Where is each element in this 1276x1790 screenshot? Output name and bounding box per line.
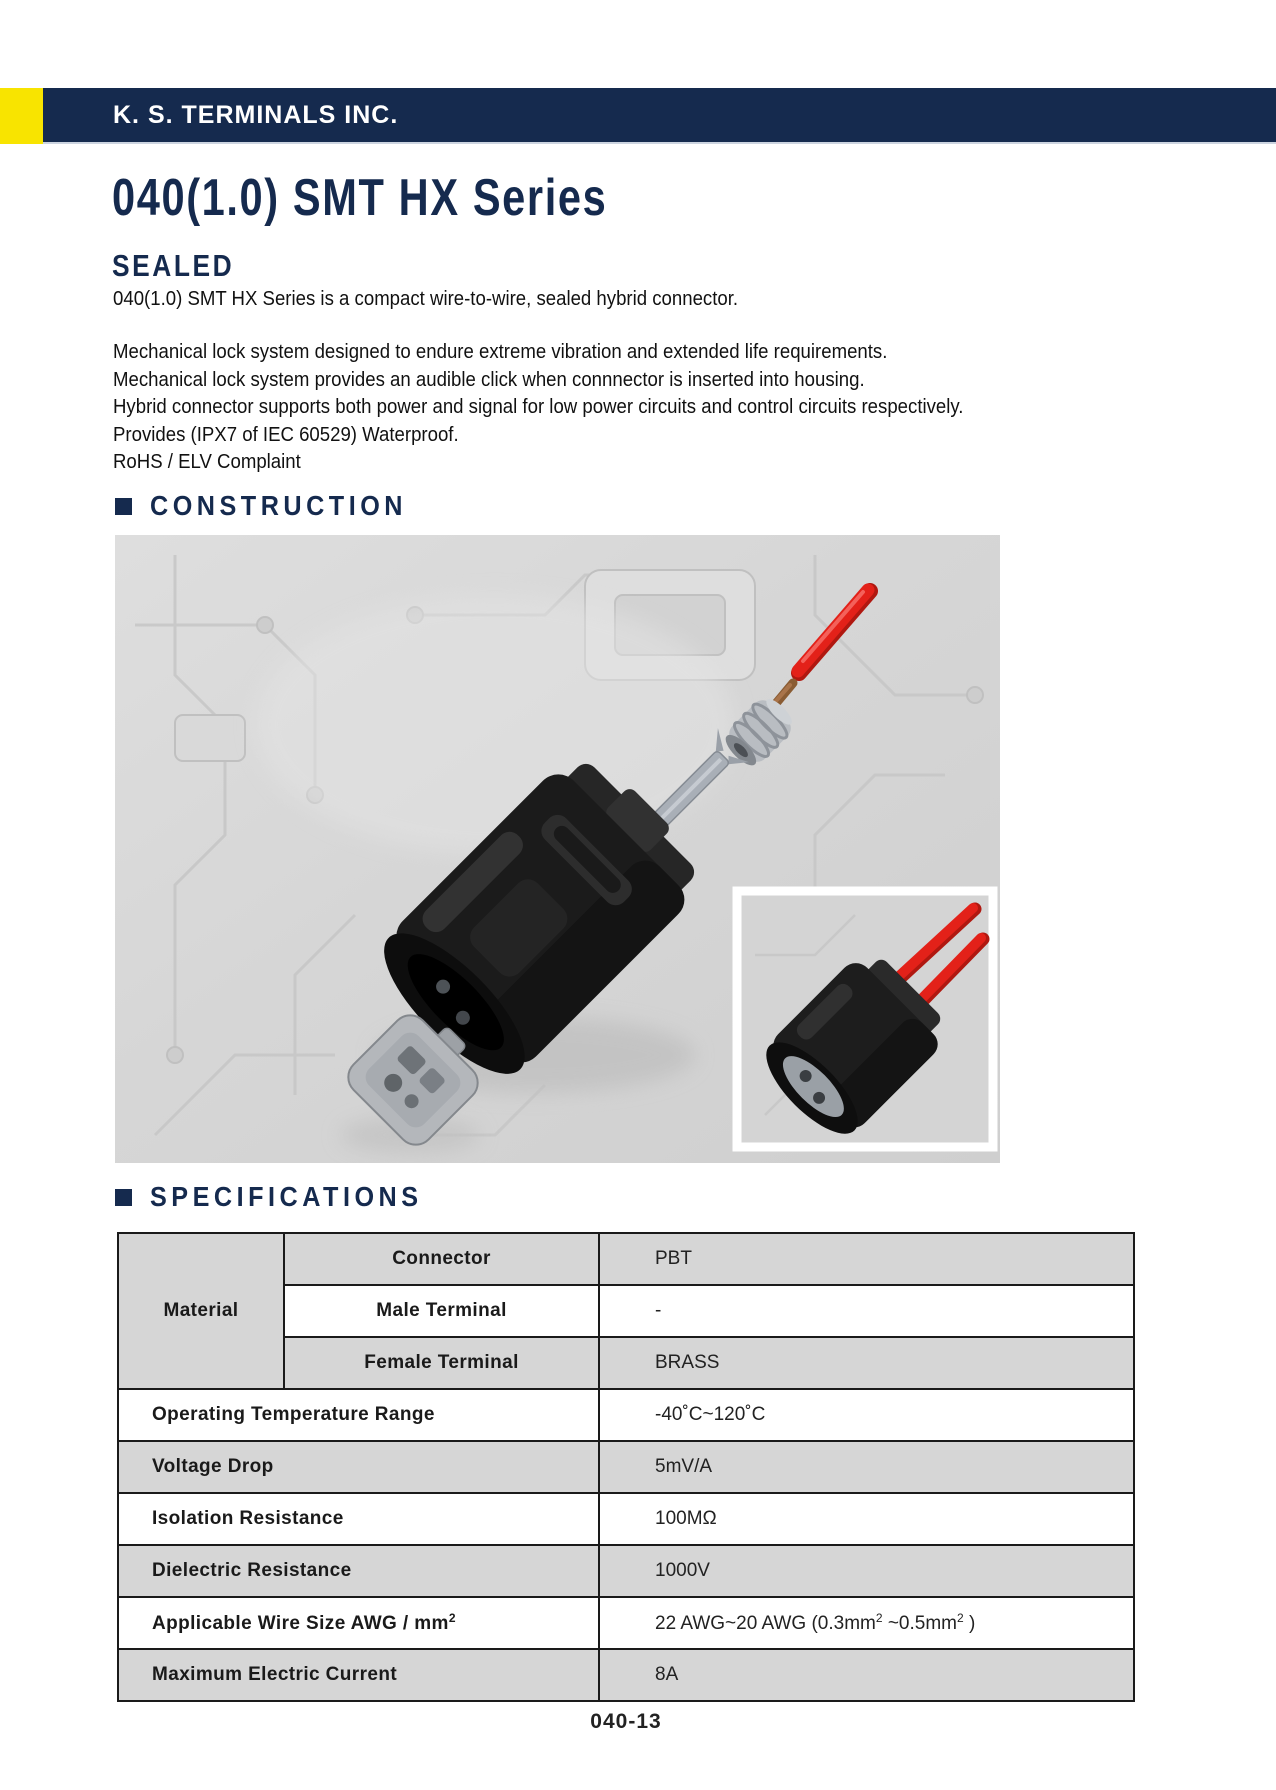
construction-exploded-view — [115, 535, 1000, 1163]
wire-size-value-sup: 2 — [875, 1611, 883, 1625]
table-row — [118, 1233, 1134, 1285]
wire-size-label-text: Applicable Wire Size AWG / mm — [152, 1613, 449, 1634]
wire-size-label-sup: 2 — [448, 1611, 456, 1625]
voltage-drop-label-cell: Voltage Drop — [118, 1441, 599, 1493]
wire-size-value-cell — [599, 1597, 1134, 1649]
dielectric-resistance-label-cell: Dielectric Resistance — [118, 1545, 599, 1597]
connector-value-cell: PBT — [599, 1233, 1134, 1285]
specifications-section-header — [115, 1181, 453, 1213]
table-row — [118, 1441, 1134, 1493]
operating-temperature-value-cell: -40˚C~120˚C — [599, 1389, 1134, 1441]
company-header-bar — [43, 88, 1276, 144]
table-row — [118, 1649, 1134, 1701]
feature-list — [113, 339, 963, 477]
table-row — [118, 1597, 1134, 1649]
table-row — [118, 1493, 1134, 1545]
section-bullet-square — [115, 498, 132, 515]
table-row — [118, 1545, 1134, 1597]
operating-temperature-label-cell: Operating Temperature Range — [118, 1389, 599, 1441]
table-row — [118, 1389, 1134, 1441]
section-bullet-square — [115, 1189, 132, 1206]
dielectric-resistance-value-cell: 1000V — [599, 1545, 1134, 1597]
material-label-cell: Material — [118, 1233, 284, 1389]
company-name: K. S. TERMINALS INC. — [113, 100, 399, 129]
yellow-accent-block — [0, 88, 43, 144]
isolation-resistance-label-cell: Isolation Resistance — [118, 1493, 599, 1545]
product-intro-text: 040(1.0) SMT HX Series is a compact wire-to-wire, sealed hybrid connector. — [113, 288, 739, 310]
max-current-value-cell: 8A — [599, 1649, 1134, 1701]
wire-size-value-sup: 2 — [957, 1611, 964, 1625]
feature-line: Hybrid connector supports both power and signal for low power circuits and control circuits respectively. — [113, 396, 964, 418]
feature-line: Mechanical lock system designed to endure extreme vibration and extended life requirements. — [113, 341, 888, 363]
sealed-subtitle: SEALED — [112, 248, 235, 283]
max-current-label-cell: Maximum Electric Current — [118, 1649, 599, 1701]
connector-label-cell: Connector — [284, 1233, 599, 1285]
wire-size-value-text: ) — [963, 1613, 976, 1634]
page-number: 040-13 — [590, 1710, 662, 1733]
construction-section-label: CONSTRUCTION — [150, 490, 407, 521]
isolation-resistance-value-cell: 100MΩ — [599, 1493, 1134, 1545]
wire-size-value-text: ~0.5mm — [882, 1613, 957, 1634]
voltage-drop-value-cell: 5mV/A — [599, 1441, 1134, 1493]
feature-line: Provides (IPX7 of IEC 60529) Waterproof. — [113, 423, 459, 446]
female-terminal-value-cell: BRASS — [599, 1337, 1134, 1389]
wire-size-label-cell — [118, 1597, 599, 1649]
product-series-title: 040(1.0) SMT HX Series — [112, 169, 608, 227]
female-terminal-label-cell: Female Terminal — [284, 1337, 599, 1389]
specifications-section-label: SPECIFICATIONS — [150, 1181, 423, 1212]
specifications-table — [117, 1232, 1135, 1702]
male-terminal-label-cell: Male Terminal — [284, 1285, 599, 1337]
wire-size-value-text: 22 AWG~20 AWG (0.3mm — [655, 1613, 876, 1634]
construction-figure — [115, 535, 1000, 1163]
feature-line: Mechanical lock system provides an audible click when connnector is inserted into housing. — [113, 368, 865, 391]
construction-section-header — [115, 490, 436, 522]
assembled-view-inset — [737, 891, 993, 1149]
male-terminal-value-cell: - — [599, 1285, 1134, 1337]
feature-line: RoHS / ELV Complaint — [113, 451, 301, 473]
